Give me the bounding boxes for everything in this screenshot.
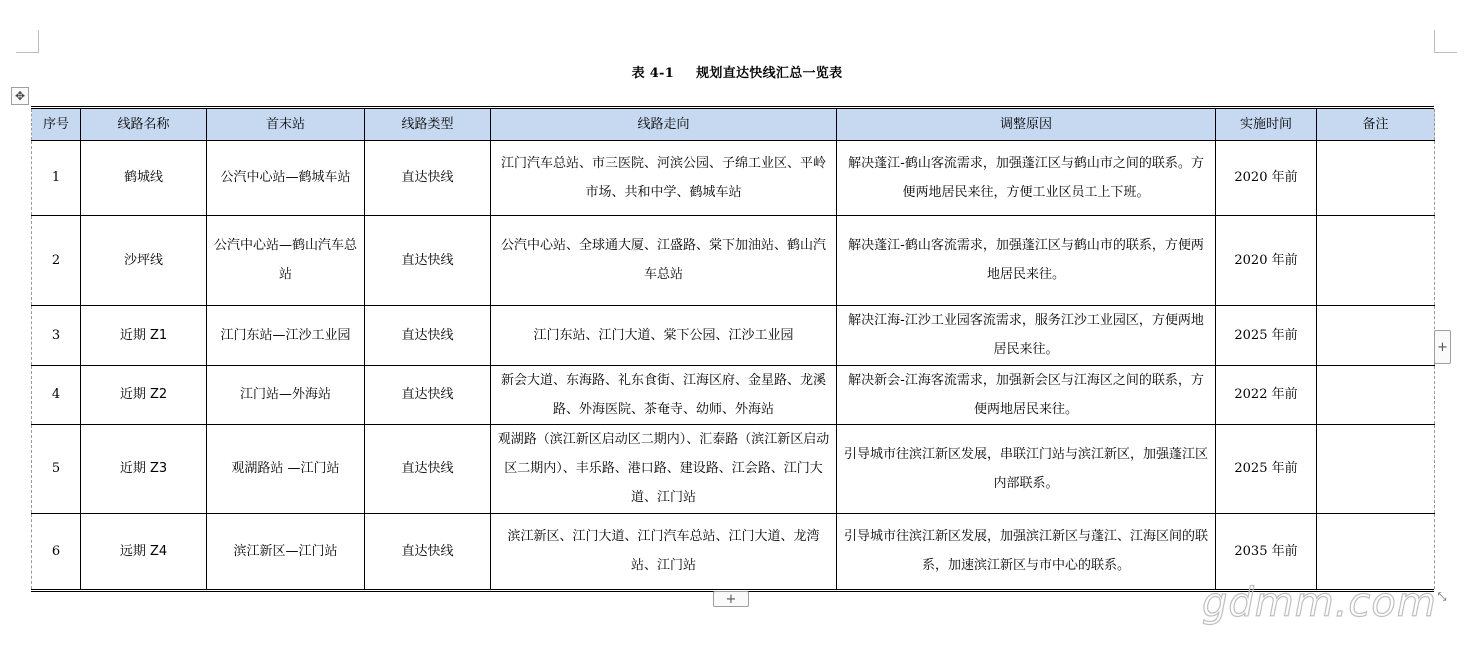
cell-time[interactable]: 2022 年前 [1216,365,1317,424]
cell-time[interactable]: 2020 年前 [1216,215,1317,305]
cell-index[interactable]: 1 [32,140,81,215]
cell-note[interactable] [1317,140,1435,215]
cell-route[interactable]: 观湖路（滨江新区启动区二期内）、汇泰路（滨江新区启动区二期内）、丰乐路、港口路、建设路、江会路、江门大道、江门站 [491,424,837,513]
cell-line-type[interactable]: 直达快线 [365,305,491,365]
cell-terminals[interactable]: 江门站—外海站 [207,365,365,424]
header-line-type[interactable]: 线路类型 [365,109,491,140]
cell-time[interactable]: 2035 年前 [1216,513,1317,589]
cell-route[interactable]: 滨江新区、江门大道、江门汽车总站、江门大道、龙湾站、江门站 [491,513,837,589]
cell-note[interactable] [1317,424,1435,513]
cell-line-name[interactable]: 近期 Z1 [81,305,207,365]
cell-line-type[interactable]: 直达快线 [365,365,491,424]
cell-note[interactable] [1317,513,1435,589]
table-row [32,215,1435,305]
table-move-handle-icon[interactable]: ✥ [11,87,29,105]
table-row [32,305,1435,365]
cell-line-name[interactable]: 近期 Z2 [81,365,207,424]
header-time[interactable]: 实施时间 [1216,109,1317,140]
header-note[interactable]: 备注 [1317,109,1435,140]
cell-route[interactable]: 江门东站、江门大道、棠下公园、江沙工业园 [491,305,837,365]
page-corner-mark-top-right [1434,30,1457,53]
table-row [32,424,1435,513]
header-index[interactable]: 序号 [32,109,81,140]
cell-terminals[interactable]: 江门东站—江沙工业园 [207,305,365,365]
header-reason[interactable]: 调整原因 [837,109,1216,140]
cell-line-type[interactable]: 直达快线 [365,215,491,305]
cell-time[interactable]: 2025 年前 [1216,424,1317,513]
cell-note[interactable] [1317,365,1435,424]
cell-route[interactable]: 新会大道、东海路、礼东食街、江海区府、金星路、龙溪路、外海医院、茶奄寺、幼师、外海站 [491,365,837,424]
table-caption [0,62,1474,81]
add-column-button[interactable]: + [1434,330,1451,364]
cell-index[interactable]: 6 [32,513,81,589]
table-row [32,365,1435,424]
cell-line-name[interactable]: 沙坪线 [81,215,207,305]
table-row [32,140,1435,215]
cell-note[interactable] [1317,215,1435,305]
cell-time[interactable]: 2025 年前 [1216,305,1317,365]
cell-line-name[interactable]: 近期 Z3 [81,424,207,513]
table-row [32,513,1435,589]
table-header-row [32,109,1435,140]
cell-reason[interactable]: 解决江海-江沙工业园客流需求，服务江沙工业园区，方便两地居民来往。 [837,305,1216,365]
cell-reason[interactable]: 引导城市往滨江新区发展，加强滨江新区与蓬江、江海区间的联系，加速滨江新区与市中心的联系。 [837,513,1216,589]
cell-reason[interactable]: 解决蓬江-鹤山客流需求，加强蓬江区与鹤山市的联系，方便两地居民来往。 [837,215,1216,305]
cell-line-name[interactable]: 鹤城线 [81,140,207,215]
header-route[interactable]: 线路走向 [491,109,837,140]
cell-note[interactable] [1317,305,1435,365]
route-summary-table-wrapper [31,106,1434,592]
cell-index[interactable]: 3 [32,305,81,365]
cell-terminals[interactable]: 观湖路站 —江门站 [207,424,365,513]
cell-terminals[interactable]: 公汽中心站—鹤城车站 [207,140,365,215]
cell-reason[interactable]: 解决新会-江海客流需求，加强新会区与江海区之间的联系，方便两地居民来往。 [837,365,1216,424]
table-number: 表 4-1 [631,66,675,81]
cell-reason[interactable]: 解决蓬江-鹤山客流需求，加强蓬江区与鹤山市之间的联系。方便两地居民来往，方便工业区员工上下班。 [837,140,1216,215]
cell-index[interactable]: 2 [32,215,81,305]
cell-index[interactable]: 4 [32,365,81,424]
cell-reason[interactable]: 引导城市往滨江新区发展，串联江门站与滨江新区，加强蓬江区内部联系。 [837,424,1216,513]
add-row-button[interactable]: + [713,591,749,607]
site-watermark: gdmm.com [1202,580,1437,626]
cell-time[interactable]: 2020 年前 [1216,140,1317,215]
cell-line-name[interactable]: 远期 Z4 [81,513,207,589]
table-resize-handle-icon[interactable]: ⤡ [1437,590,1447,603]
page-corner-mark-top-left [16,30,39,53]
header-line-name[interactable]: 线路名称 [81,109,207,140]
cell-terminals[interactable]: 滨江新区—江门站 [207,513,365,589]
cell-line-type[interactable]: 直达快线 [365,424,491,513]
table-title: 规划直达快线汇总一览表 [696,66,843,81]
route-summary-table [31,109,1435,589]
cell-route[interactable]: 江门汽车总站、市三医院、河滨公园、子绵工业区、平岭市场、共和中学、鹤城车站 [491,140,837,215]
cell-terminals[interactable]: 公汽中心站—鹤山汽车总站 [207,215,365,305]
header-terminals[interactable]: 首末站 [207,109,365,140]
cell-index[interactable]: 5 [32,424,81,513]
cell-route[interactable]: 公汽中心站、全球通大厦、江盛路、棠下加油站、鹤山汽车总站 [491,215,837,305]
cell-line-type[interactable]: 直达快线 [365,140,491,215]
cell-line-type[interactable]: 直达快线 [365,513,491,589]
